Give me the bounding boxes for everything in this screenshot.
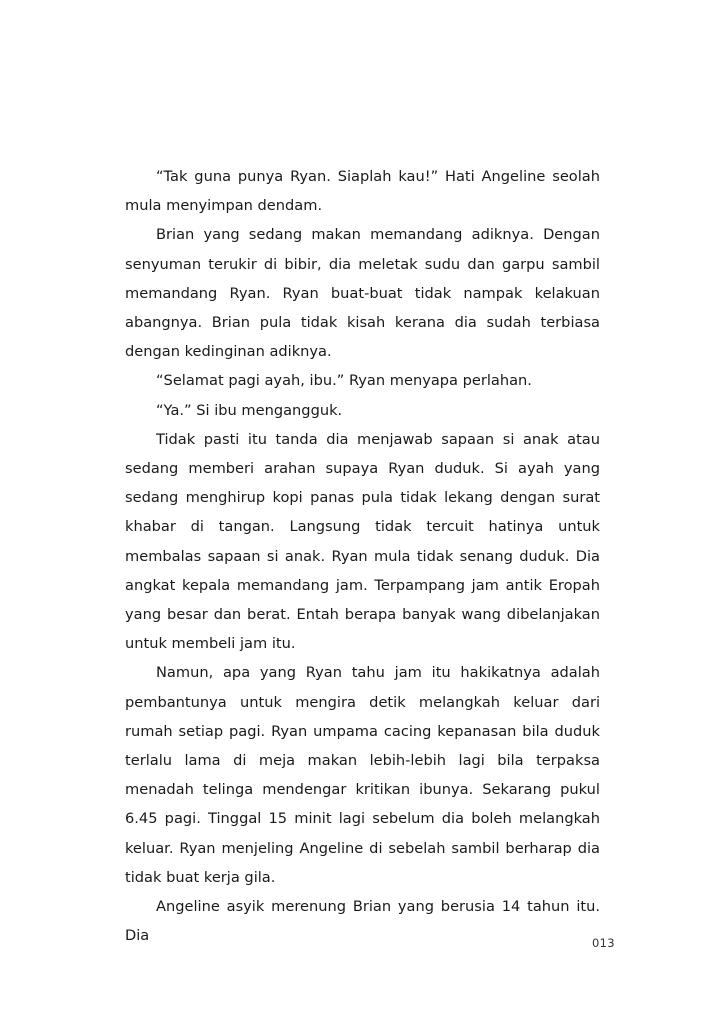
paragraph-6: Namun, apa yang Ryan tahu jam itu hakikatnya adalah pembantunya untuk mengira detik melangkah keluar dari rumah setiap pagi. Ryan umpama cacing kepanasan bila duduk terlalu lama di meja makan lebih-lebih lagi bila terpaksa menadah telinga mendengar kritikan ibunya. Sekarang pukul 6.45 pagi. Tinggal 15 minit lagi sebelum dia boleh melangkah keluar. Ryan menjeling Angeline di sebelah sambil berharap dia tidak buat kerja gila. bbox=[125, 664, 600, 886]
paragraph-4: “Ya.” Si ibu mengangguk. bbox=[156, 401, 343, 419]
paragraph-2: Brian yang sedang makan memandang adiknya. Dengan senyuman terukir di bibir, dia meletak sudu dan garpu sambil memandang Ryan. Ryan buat-buat tidak nampak kelakuan abangnya. Brian pula tidak kisah kerana dia sudah terbiasa dengan kedinginan adiknya. bbox=[125, 226, 600, 361]
page-number: 013 bbox=[592, 936, 615, 950]
paragraph-1: “Tak guna punya Ryan. Siaplah kau!” Hati Angeline seolah mula menyimpan dendam. bbox=[125, 168, 600, 215]
paragraph-7: Angeline asyik merenung Brian yang berusia 14 tahun itu. Dia bbox=[125, 898, 600, 945]
paragraph-5: Tidak pasti itu tanda dia menjawab sapaan si anak atau sedang memberi arahan supaya Ryan duduk. Si ayah yang sedang menghirup kopi panas pula tidak lekang dengan surat khabar di tangan. Langsung tidak tercuit hatinya untuk membalas sapaan si anak. Ryan mula tidak senang duduk. Dia angkat kepala memandang jam. Terpampang jam antik Eropah yang besar dan berat. Entah berapa banyak wang dibelanjakan untuk membeli jam itu. bbox=[125, 430, 600, 653]
paragraph-3: “Selamat pagi ayah, ibu.” Ryan menyapa perlahan. bbox=[156, 372, 532, 390]
body-text bbox=[125, 162, 600, 950]
